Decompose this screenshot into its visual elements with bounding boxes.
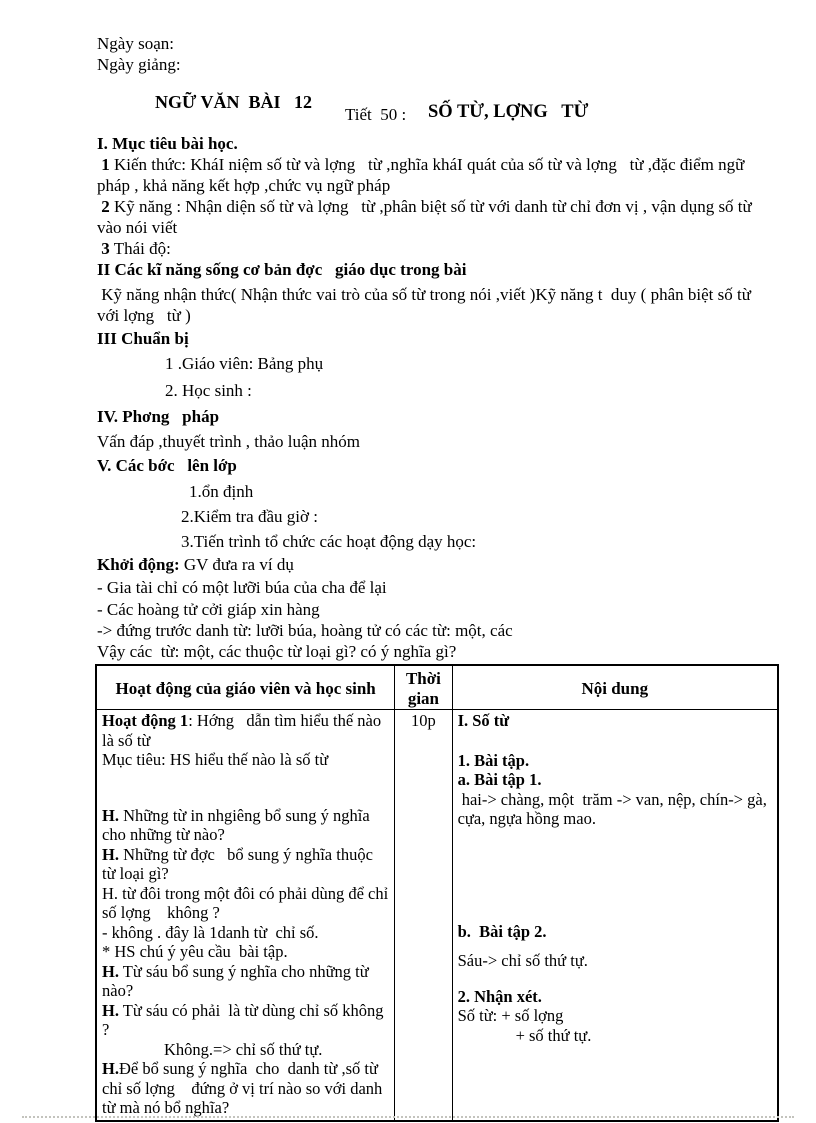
bold-text-segment: II Các kĩ năng sống cơ bản đợc giáo dục trong bài (97, 260, 467, 279)
paragraph (97, 380, 775, 401)
text-segment: Thái độ: (109, 239, 171, 258)
paragraph (458, 790, 772, 829)
bold-text-segment: 2 (97, 197, 110, 216)
bold-text-segment: IV. Phơng pháp (97, 407, 220, 426)
paragraph (102, 1059, 389, 1118)
paragraph (458, 751, 772, 771)
paragraph (458, 1006, 772, 1026)
date-taught-label: Ngày giảng: (97, 55, 181, 74)
text-segment: - không . đây là 1danh từ chỉ số. (102, 922, 319, 942)
paragraph (97, 196, 775, 238)
lesson-subject-title: SỐ TỪ, LỢNG TỪ (428, 102, 589, 122)
paragraph (458, 770, 772, 790)
paragraph (97, 431, 775, 452)
bold-text-segment: H. (102, 1059, 119, 1078)
paragraph (102, 1040, 389, 1060)
paragraph (97, 406, 775, 427)
date-block (97, 33, 181, 75)
paragraph (97, 455, 775, 476)
paragraph (97, 284, 775, 326)
paragraph (102, 711, 389, 750)
paragraph (97, 328, 775, 349)
paragraph (458, 711, 772, 731)
bold-text-segment: Hoạt động 1 (102, 711, 189, 730)
text-segment: Kỹ năng : Nhận diện số từ và lợng từ ,phân biệt số từ với danh từ chỉ đơn vị , vận dụng số từ vào nói viết (97, 197, 756, 237)
text-segment: H. từ đôi trong một đôi có phải dùng để chỉ số lợng không ? (102, 883, 393, 922)
text-segment: - Các hoàng tử cởi giáp xin hàng (97, 600, 320, 619)
content-cell (452, 710, 778, 1121)
text-segment: -> đứng trước danh từ: lưỡi búa, hoàng tử có các từ: một, các (97, 621, 513, 640)
paragraph (102, 806, 389, 845)
lesson-title: NGỮ VĂN BÀI 12 (155, 92, 313, 112)
blank-line (458, 971, 772, 987)
text-segment: * HS chú ý yêu cầu bài tập. (102, 942, 288, 961)
paragraph (458, 951, 772, 971)
table-body-row (96, 710, 778, 1121)
column-header-time: Thời gian (395, 665, 452, 710)
paragraph (97, 238, 775, 259)
bold-text-segment: 3 (97, 239, 110, 258)
time-cell (395, 710, 452, 1121)
paragraph (97, 620, 775, 641)
paragraph (97, 599, 775, 620)
activity-table (95, 664, 779, 1122)
paragraph (102, 750, 389, 770)
column-header-content: Nội dung (452, 665, 778, 710)
paragraph (97, 577, 775, 598)
text-segment: Kiến thức: KháI niệm số từ và lợng từ ,nghĩa kháI quát của số từ và lợng từ ,đặc điểm ngữ pháp , khả năng kết hợp ,chức vụ ngữ pháp (97, 155, 749, 195)
period-label: Tiết 50 : (345, 105, 407, 124)
text-segment: : Hớng dẫn tìm hiểu thế nào là số từ (102, 711, 390, 750)
text-segment: Từ sáu bổ sung ý nghĩa cho những từ nào? (102, 961, 373, 1000)
bold-text-segment: I. Mục tiêu bài học. (97, 134, 238, 153)
blank-line (458, 731, 772, 751)
text-segment: + số thứ tự. (515, 1025, 592, 1045)
paragraph (102, 1001, 389, 1040)
bold-text-segment: H. (102, 844, 119, 864)
paragraph (102, 942, 389, 962)
text-segment: 2.Kiểm tra đầu giờ : (181, 507, 318, 526)
paragraph (102, 845, 389, 884)
text-segment: Mục tiêu: HS hiểu thế nào là số từ (102, 750, 329, 769)
paragraph (458, 987, 772, 1007)
text-segment: Những từ đợc bổ sung ý nghĩa thuộc từ loại gì? (102, 844, 378, 883)
bold-text-segment: 1 (97, 155, 110, 174)
text-segment: 1.ổn định (189, 482, 254, 501)
paragraph (97, 641, 775, 662)
text-segment: 2. Học sinh : (165, 381, 252, 400)
text-segment: Sáu-> chỉ số thứ tự. (457, 951, 588, 970)
paragraph (458, 1026, 772, 1046)
text-segment: Vấn đáp ,thuyết trình , thảo luận nhóm (97, 432, 360, 451)
column-header-activities: Hoạt động của giáo viên và học sinh (96, 665, 395, 710)
text-segment: Để bổ sung ý nghĩa cho danh từ ,số từ chỉ số lợng đứng ở vị trí nào so với danh từ mà nó bổ nghĩa? (102, 1059, 387, 1117)
bold-text-segment: Khởi động: (97, 555, 180, 574)
text-segment: 3.Tiến trình tổ chức các hoạt động dạy học: (181, 532, 477, 551)
paragraph (97, 554, 775, 575)
bold-text-segment: b. Bài tập 2. (457, 921, 547, 941)
bold-text-segment: 2. Nhận xét. (457, 986, 542, 1006)
table-header-row (96, 665, 778, 710)
paragraph (102, 962, 389, 1001)
paragraph (97, 133, 775, 154)
text-segment: 1 .Giáo viên: Bảng phụ (165, 354, 324, 373)
bold-text-segment: a. Bài tập 1. (457, 770, 542, 789)
blank-line (458, 941, 772, 951)
paragraph (458, 922, 772, 942)
teacher-student-activities-cell (96, 710, 395, 1121)
paragraph (97, 531, 775, 552)
paragraph (97, 481, 775, 502)
blank-line (458, 829, 772, 922)
bold-text-segment: H. (102, 805, 119, 825)
text-segment: Không.=> chỉ số thứ tự. (164, 1039, 323, 1059)
bold-text-segment: H. (102, 961, 119, 981)
bold-text-segment: I. Số từ (457, 711, 510, 730)
bold-text-segment: III Chuẩn bị (97, 329, 189, 348)
text-segment: - Gia tài chỉ có một lưỡi búa của cha để lại (97, 578, 387, 597)
text-segment: GV đưa ra ví dụ (179, 555, 294, 574)
text-segment: Số từ: + số lợng (457, 1006, 564, 1025)
paragraph (97, 353, 775, 374)
bold-text-segment: H. (102, 1000, 119, 1020)
text-segment: Vậy các từ: một, các thuộc từ loại gì? có ý nghĩa gì? (97, 642, 457, 661)
paragraph (97, 259, 775, 280)
lesson-plan-body (97, 133, 775, 662)
paragraph (97, 154, 775, 196)
text-segment: Những từ in nhgiêng bổ sung ý nghĩa cho những từ nào? (102, 805, 374, 844)
paragraph (102, 923, 389, 943)
text-segment: hai-> chàng, một trăm -> van, nệp, chín-> gà, cựa, ngựa hồng mao. (457, 789, 771, 828)
paragraph (102, 883, 393, 923)
blank-line (102, 770, 389, 806)
time-value: 10p (411, 711, 436, 730)
page-footer-dotted-line (22, 1116, 794, 1118)
bold-text-segment: 1. Bài tập. (457, 750, 530, 770)
text-segment: Kỹ năng nhận thức( Nhận thức vai trò của số từ trong nói ,viết )Kỹ năng t duy ( phân biệt số từ với lợng từ ) (97, 285, 756, 325)
paragraph (97, 506, 775, 527)
date-prepared-label: Ngày soạn: (97, 34, 174, 53)
text-segment: Từ sáu có phải là từ dùng chỉ số không ? (102, 1000, 388, 1039)
bold-text-segment: V. Các bớc lên lớp (97, 456, 237, 475)
